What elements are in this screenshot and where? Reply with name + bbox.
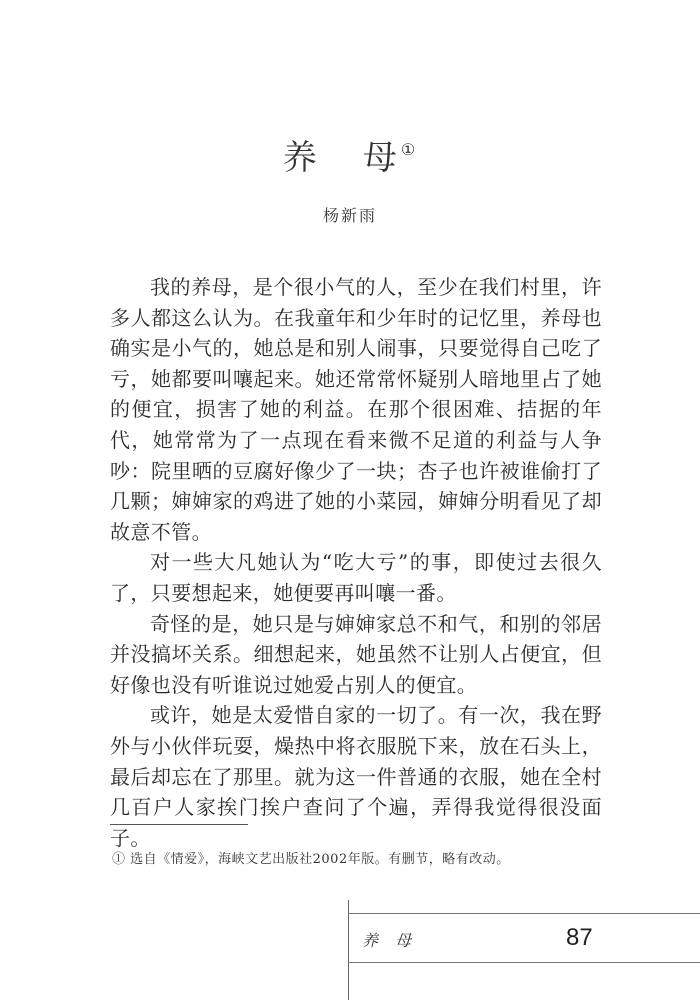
paragraph-2: 对一些大凡她认为“吃大亏”的事，即使过去很久了，只要想起来，她便要再叫嚷一番。 <box>110 550 602 605</box>
article-body <box>110 272 602 853</box>
author-name: 杨新雨 <box>322 206 377 225</box>
footer-bottom-rule <box>348 962 700 963</box>
paragraph-3: 奇怪的是，她只是与婶婶家总不和气，和别的邻居并没搞坏关系。细想起来，她虽然不让别人占便宜，但好像也没有听谁说过她爱占别人的便宜。 <box>110 611 602 697</box>
page-number: 87 <box>566 924 593 951</box>
footnote: ① 选自《情爱》，海峡文艺出版社2002年版。有删节，略有改动。 <box>112 852 510 867</box>
paragraph-4: 或许，她是太爱惜自家的一切了。有一次，我在野外与小伙伴玩耍，燥热中将衣服脱下来，放在石头上，最后却忘在了那里。就为这一件普通的衣服，她在全村几百户人家挨门挨户查问了个遍，弄得我觉得很没面子。 <box>110 703 602 850</box>
footer-vertical-rule <box>348 900 349 1000</box>
title-char-2: 母 <box>362 138 399 178</box>
title-footnote-marker: ① <box>400 140 418 159</box>
paragraph-1: 我的养母，是个很小气的人，至少在我们村里，许多人都这么认为。在我童年和少年时的记忆里，养母也确实是小气的，她总是和别人闹事，只要觉得自己吃了亏，她都要叫嚷起来。她还常常怀疑别人暗地里占了她的便宜，损害了她的利益。在那个很困难、拮据的年代，她常常为了一点现在看来微不足道的利益与人争吵：院里晒的豆腐好像少了一块；杏子也许被谁偷打了几颗；婶婶家的鸡进了她的小菜园，婶婶分明看见了却故意不管。 <box>110 275 602 544</box>
page-title <box>0 130 700 179</box>
running-title: 养 母 <box>362 931 418 950</box>
footnote-divider <box>110 824 248 825</box>
footer-top-rule <box>348 913 700 914</box>
title-char-1: 养 <box>282 138 319 178</box>
